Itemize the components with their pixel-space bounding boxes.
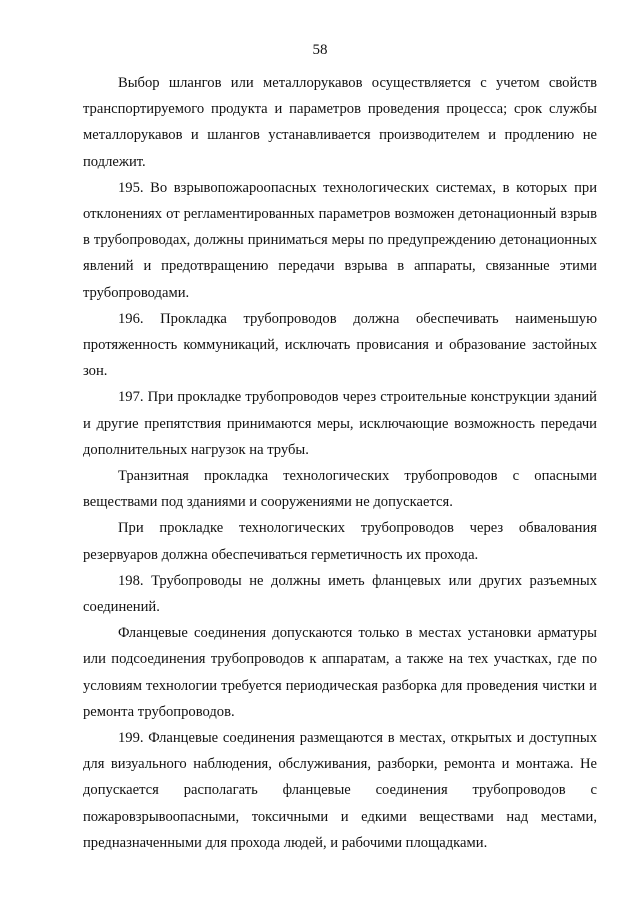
paragraph-196: 196. Прокладка трубопроводов должна обеспечивать наименьшую протяженность коммуникаций, исключать провисания и образование застойных зон. [83, 310, 597, 380]
page-number: 58 [312, 42, 328, 58]
paragraph-embankment-crossing: При прокладке технологических трубопроводов через обвалования резервуаров должна обеспечиваться герметичность их прохода. [83, 520, 597, 563]
paragraph-198: 198. Трубопроводы не должны иметь фланцевых или других разъемных соединений. [83, 572, 597, 616]
document-body [83, 70, 597, 856]
paragraph-flange-allowed: Фланцевые соединения допускаются только в местах установки арматуры или подсоединения трубопроводов к аппаратам, а также на тех участках, где по условиям технологии требуется периодическая разборка для проведения чистки и ремонта трубопроводов. [83, 625, 597, 720]
paragraph-hose-selection: Выбор шлангов или металлорукавов осуществляется с учетом свойств транспортируемого продукта и параметров проведения процесса; срок службы металлорукавов и шлангов устанавливается производителем и продлению не подлежит. [83, 75, 597, 170]
paragraph-transit-laying: Транзитная прокладка технологических трубопроводов с опасными веществами под зданиями и сооружениями не допускается. [83, 468, 597, 511]
paragraph-199: 199. Фланцевые соединения размещаются в местах, открытых и доступных для визуального наблюдения, обслуживания, разборки, ремонта и монтажа. Не допускается располагать фланцевые соединения трубопроводов с пожаровзрывоопасными, токсичными и едкими веществами над местами, предназначенными для прохода людей, и рабочими площадками. [83, 730, 597, 851]
paragraph-197: 197. При прокладке трубопроводов через строительные конструкции зданий и другие препятствия принимаются меры, исключающие возможность передачи дополнительных нагрузок на трубы. [83, 389, 597, 458]
paragraph-195: 195. Во взрывопожароопасных технологических системах, в которых при отклонениях от регламентированных параметров возможен детонационный взрыв в трубопроводах, должны приниматься меры по предупреждению детонационных явлений и предотвращению передачи взрыва в аппараты, связанные этими трубопроводами. [83, 179, 597, 301]
